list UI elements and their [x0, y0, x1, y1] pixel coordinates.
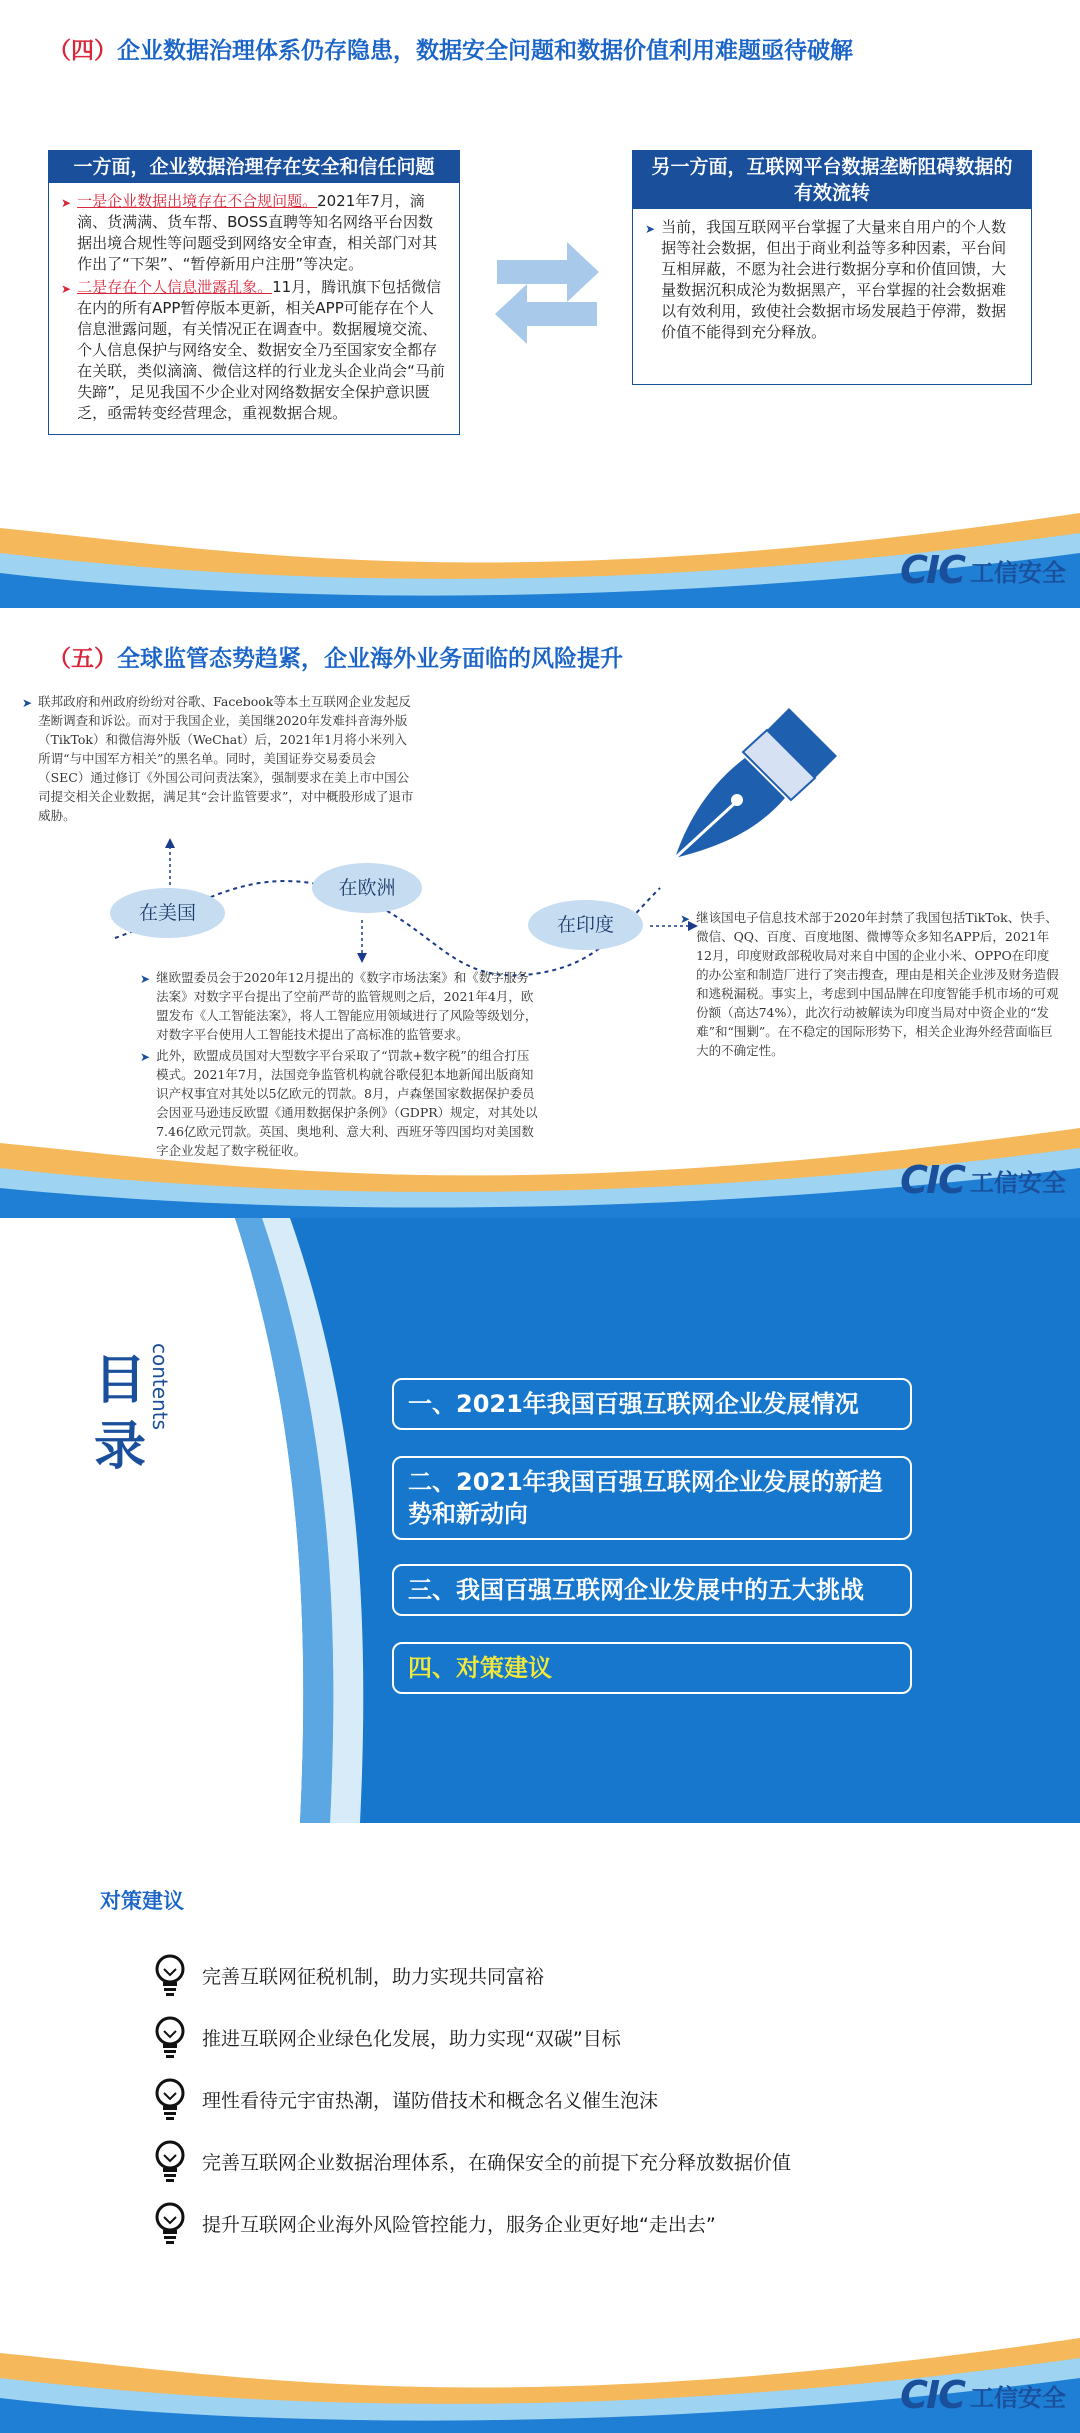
- label-usa: 在美国: [110, 888, 225, 938]
- contents-subheading: contents: [148, 1343, 172, 1430]
- cic-logo: CIC 工信安全: [900, 1158, 1066, 1202]
- slide-title: （五）全球监管态势趋紧，企业海外业务面临的风险提升: [48, 646, 623, 672]
- section-title: 对策建议: [100, 1889, 184, 1913]
- arrow-bullet-icon: ➤: [61, 282, 72, 296]
- list-item: 理性看待元宇宙热潮，谨防借技术和概念名义催生泡沫: [150, 2077, 658, 2121]
- lightbulb-icon: [150, 1953, 190, 1997]
- left-box-heading: 一方面，企业数据治理存在安全和信任问题: [49, 151, 459, 183]
- slide-contents: [0, 1218, 1080, 1823]
- label-india: 在印度: [528, 900, 643, 950]
- toc-item-1[interactable]: 一、2021年我国百强互联网企业发展情况: [392, 1378, 912, 1430]
- list-item: 推进互联网企业绿色化发展，助力实现“双碳”目标: [150, 2015, 621, 2059]
- contents-heading: 目录: [94, 1351, 147, 1477]
- lightbulb-icon: [150, 2015, 190, 2059]
- list-item: 提升互联网企业海外风险管控能力，服务企业更好地“走出去”: [150, 2201, 716, 2245]
- list-item: ➤ 二是存在个人信息泄露乱象。11月，腾讯旗下包括微信在内的所有APP暂停版本更新，相关APP可能存在个人信息泄露问题，有关情况正在调查中。数据履境交流、个人信息保护与网络安全、数据安全乃至国家安全都存在关联，类似滴滴、微信这样的行业龙头企业尚会“马前失蹄”，足见我国不少企业对网络数据安全保护意识匮乏，亟需转变经营理念，重视数据合规。: [61, 278, 445, 422]
- eu-text: ➤ 继欧盟委员会于2020年12月提出的《数字市场法案》和《数字服务法案》对数字平台提出了空前严苛的监管规则之后，2021年4月，欧盟发布《人工智能法案》，将人工智能应用领域进行了风险等级划分，对数字平台使用人工智能技术提出了高标准的监管要求。 ➤ 此外，欧盟成员国对大型数字平台采取了“罚款+数字税”的组合打压模式。2021年7月，法国竞争监管机构就谷歌侵犯本地新闻出版商知识产权事宜对其处以5亿欧元的罚款。8月，卢森堡国家数据保护委员会因亚马逊违反欧盟《通用数据保护条例》（GDPR）规定，对其处以7.46亿欧元罚款。英国、奥地利、意大利、西班牙等四国均对美国数字企业发起了数字税征收。: [140, 970, 538, 1158]
- lightbulb-icon: [150, 2139, 190, 2183]
- list-item: ➤ 当前，我国互联网平台掌握了大量来自用户的个人数据等社会数据，但出于商业利益等多种因素，平台间互相屏蔽，不愿为社会进行数据分享和价值回馈，大量数据沉积成沦为数据黑产，平台掌握的社会数据难以有效利用，致使社会数据市场发展趋于停滞，数据价值不能得到充分释放。: [645, 218, 1007, 341]
- right-box: [632, 150, 1032, 385]
- exchange-arrows-icon: [487, 230, 607, 350]
- list-item: 完善互联网企业数据治理体系，在确保安全的前提下充分释放数据价值: [150, 2139, 791, 2183]
- left-box: [48, 150, 460, 435]
- arrow-bullet-icon: ➤: [645, 222, 656, 236]
- fountain-pen-nib-icon: [665, 708, 845, 868]
- list-item: 完善互联网征税机制，助力实现共同富裕: [150, 1953, 544, 1997]
- toc-item-4[interactable]: 四、对策建议: [392, 1642, 912, 1694]
- lightbulb-icon: [150, 2201, 190, 2245]
- slide-title: （四）企业数据治理体系仍存隐患，数据安全问题和数据价值利用难题亟待破解: [48, 38, 853, 64]
- toc-item-3[interactable]: 三、我国百强互联网企业发展中的五大挑战: [392, 1564, 912, 1616]
- cic-logo: CIC 工信安全: [900, 2373, 1066, 2417]
- cic-logo: CIC 工信安全: [900, 548, 1066, 592]
- slide-suggestions: [0, 1823, 1080, 2433]
- toc-item-2[interactable]: 二、2021年我国百强互联网企业发展的新趋势和新动向: [392, 1456, 912, 1540]
- india-text: ➤ 继该国电子信息技术部于2020年封禁了我国包括TikTok、快手、微信、QQ、百度、百度地图、微博等众多知名APP后，2021年12月，印度财政部税收局对来自中国的企业小米、OPPO在印度的办公室和制造厂进行了突击搜查，理由是相关企业涉及财务造假和逃税漏税。事实上，考虑到中国品牌在印度智能手机市场的可观份额（高达74%），此次行动被解读为印度当局对中资企业的“发难”和“围剿”。在不稳定的国际形势下，相关企业海外经营面临巨大的不确定性。: [680, 910, 1059, 1058]
- usa-text: ➤ 联邦政府和州政府纷纷对谷歌、Facebook等本土互联网企业发起反垄断调查和诉讼。而对于我国企业，美国继2020年发难抖音海外版（TikTok）和微信海外版（WeChat）后，2021年1月将小米列入所谓“与中国军方相关”的黑名单。同时，美国证券交易委员会（SEC）通过修订《外国公司问责法案》，强制要求在美上市中国公司提交相关企业数据，满足其“会计监管要求”，对中概股形成了退市威胁。: [22, 694, 414, 823]
- slide-data-governance: [0, 0, 1080, 608]
- right-box-heading: 另一方面，互联网平台数据垄断阻碍数据的有效流转: [633, 151, 1031, 209]
- list-item: ➤ 一是企业数据出境存在不合规问题。2021年7月，滴滴、货满满、货车帮、BOSS直聘等知名网络平台因数据出境合规性等问题受到网络安全审查，相关部门对其作出了“下架”、“暂停新用户注册”等决定。: [61, 192, 438, 273]
- slide-global-regulation: [0, 608, 1080, 1218]
- arrow-bullet-icon: ➤: [61, 196, 72, 210]
- lightbulb-icon: [150, 2077, 190, 2121]
- label-eu: 在欧洲: [312, 863, 422, 913]
